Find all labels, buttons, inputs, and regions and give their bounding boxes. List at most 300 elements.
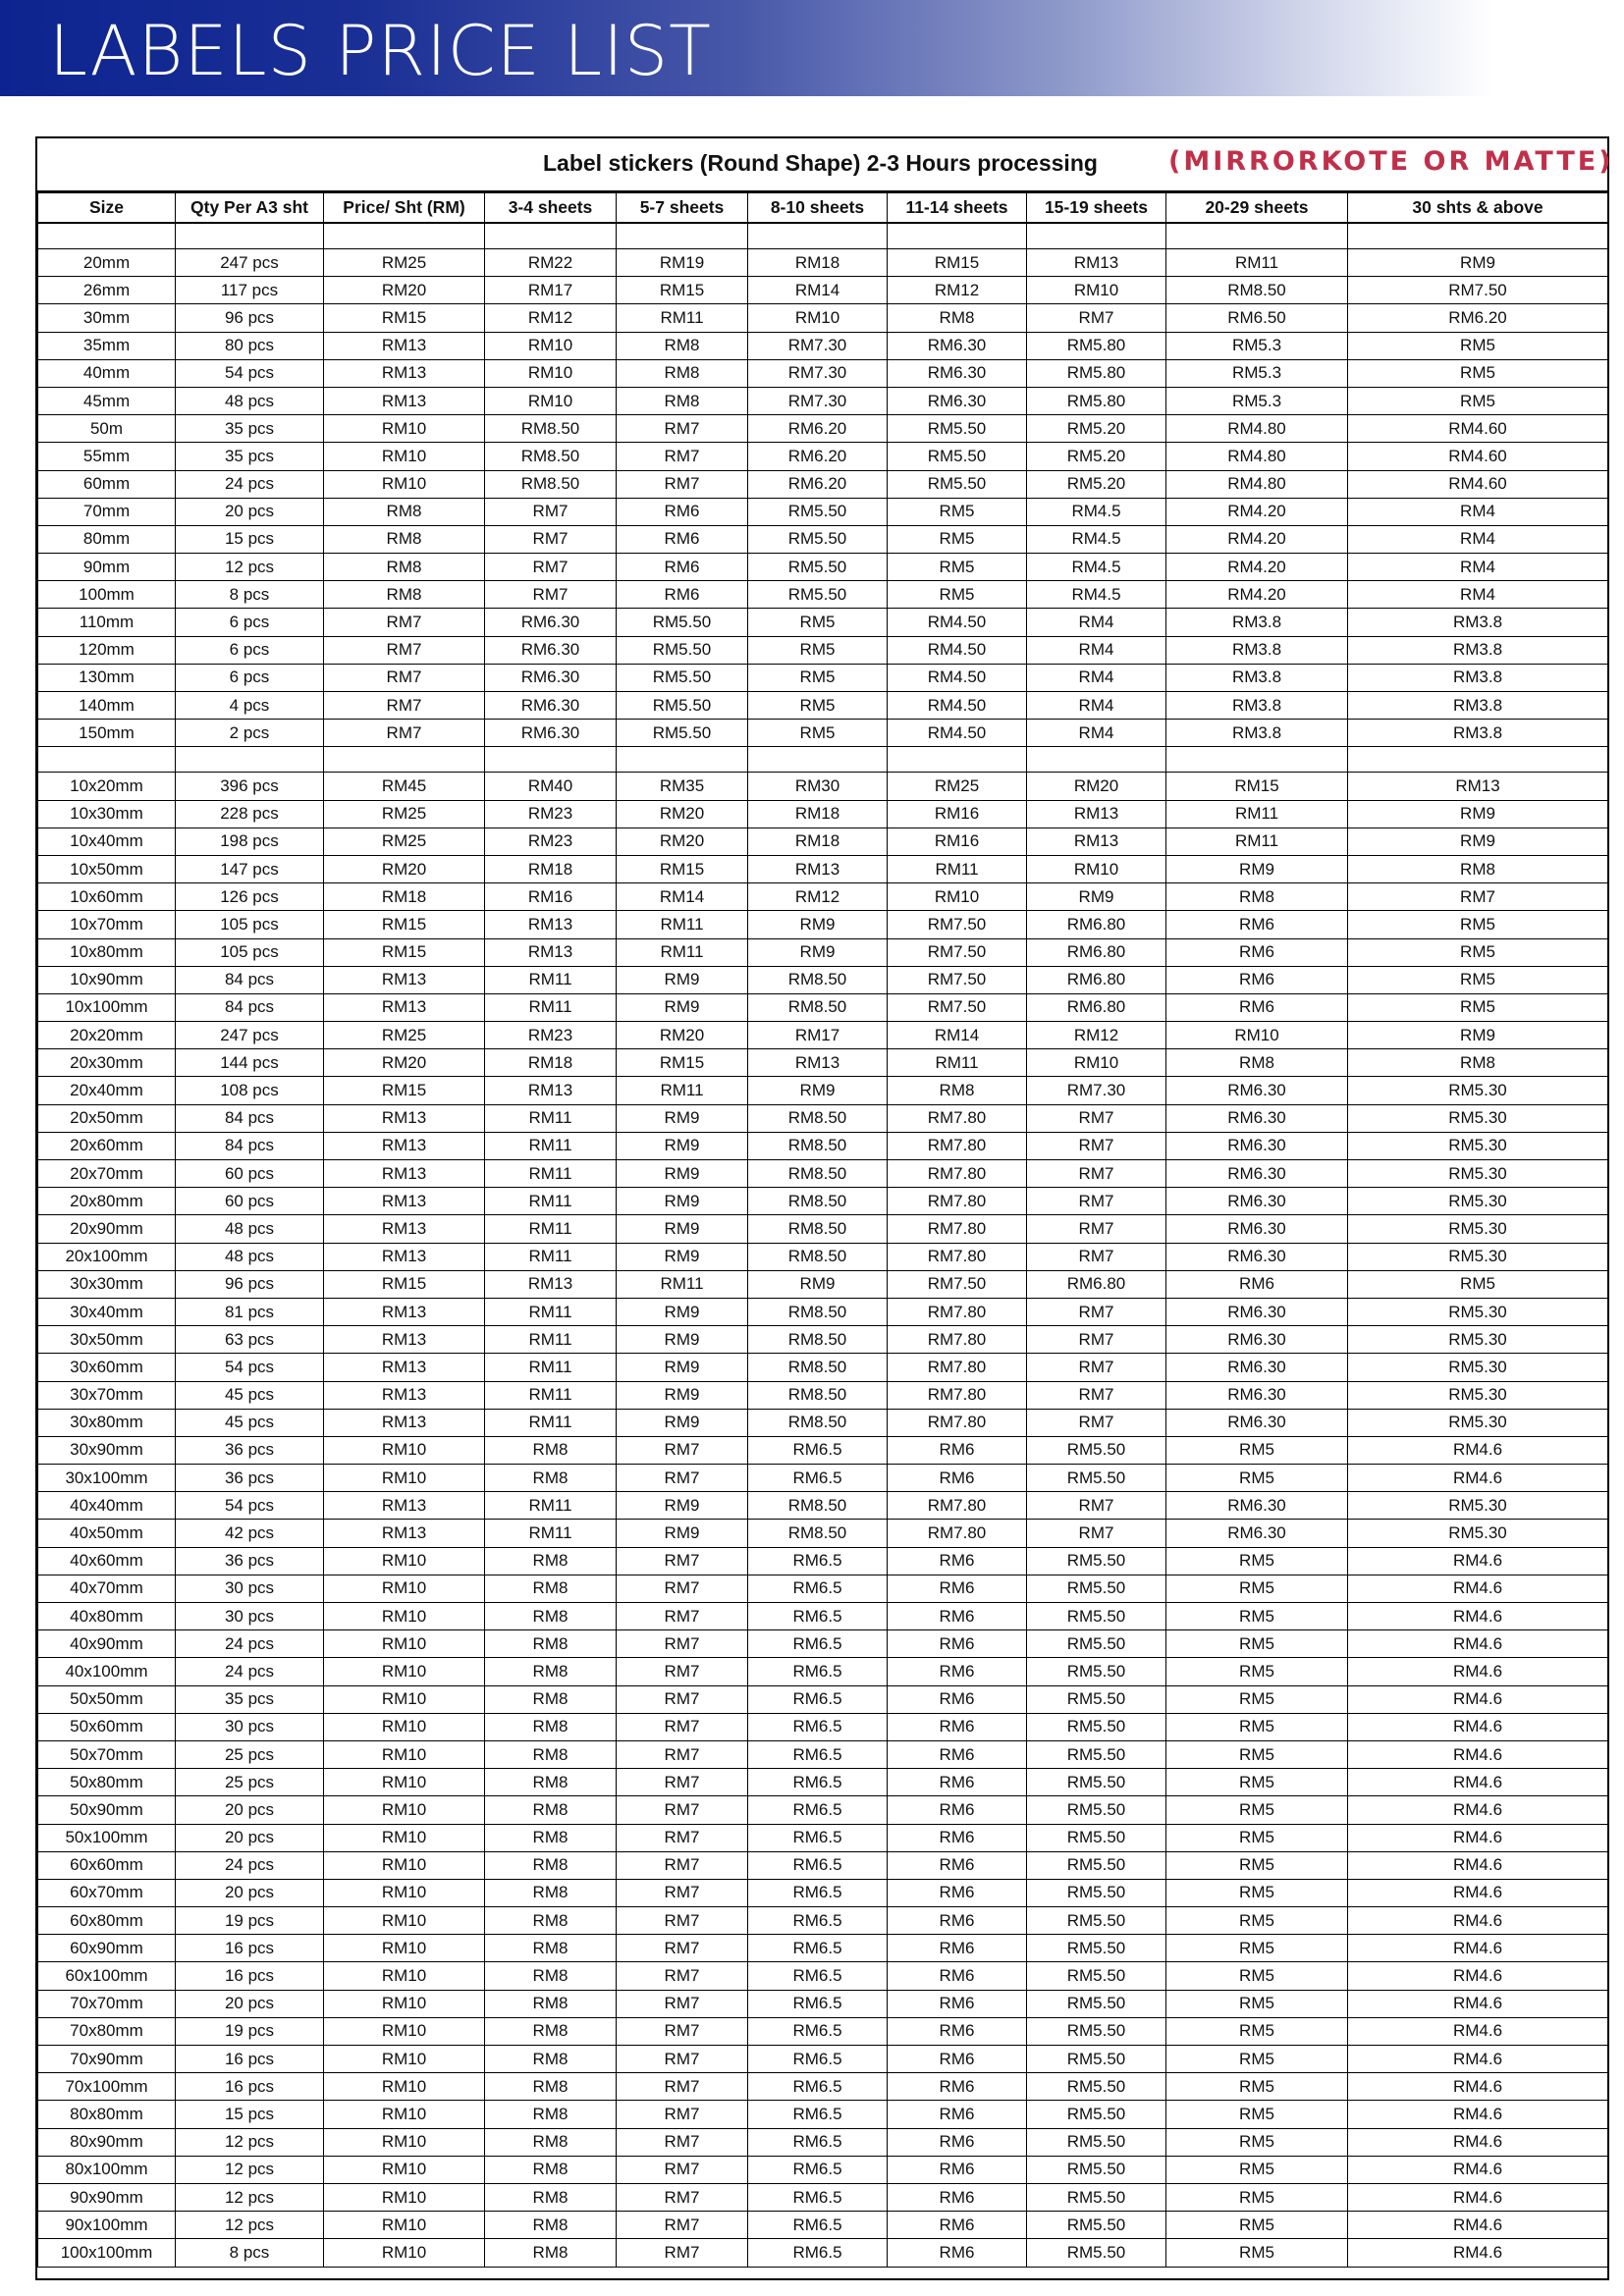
price-cell: RM5.50	[1027, 2046, 1166, 2073]
table-row	[38, 1685, 1608, 1713]
price-cell: RM4.6	[1348, 2046, 1608, 2073]
price-cell: RM7	[617, 1630, 748, 1658]
price-cell: RM7	[617, 2128, 748, 2156]
size-cell: 70x70mm	[38, 1990, 176, 2017]
price-cell: RM6.30	[1166, 1188, 1348, 1215]
table-row	[38, 1436, 1608, 1464]
price-cell: RM8.50	[748, 1520, 888, 1547]
table-row	[38, 498, 1608, 525]
table-row	[38, 609, 1608, 636]
price-cell: RM6.5	[748, 1990, 888, 2017]
col-header-15-19-sheets: 15-19 sheets	[1027, 193, 1166, 224]
price-cell: RM11	[485, 1409, 617, 1436]
price-cell: RM13	[324, 1520, 485, 1547]
table-title: Label stickers (Round Shape) 2-3 Hours processing	[543, 150, 1098, 176]
price-cell: RM5.50	[1027, 1824, 1166, 1851]
table-row	[38, 1354, 1608, 1381]
price-cell: RM7	[1027, 1243, 1166, 1270]
size-cell: 70x80mm	[38, 2017, 176, 2045]
price-cell: RM4.60	[1348, 470, 1608, 498]
size-cell: 20x70mm	[38, 1160, 176, 1188]
price-cell: RM9	[1166, 855, 1348, 882]
price-cell: RM15	[888, 249, 1027, 277]
price-cell: RM5	[1166, 1547, 1348, 1575]
price-cell: RM6.20	[1348, 304, 1608, 332]
qty-cell: 20 pcs	[176, 1879, 324, 1906]
price-cell: RM6	[888, 1851, 1027, 1879]
price-cell: RM6.5	[748, 1436, 888, 1464]
price-cell: RM15	[617, 855, 748, 882]
price-cell: RM9	[617, 1354, 748, 1381]
table-row	[38, 1049, 1608, 1077]
price-cell: RM7	[1027, 1215, 1166, 1243]
table-row	[38, 911, 1608, 938]
price-cell: RM5.50	[1027, 1603, 1166, 1630]
size-cell: 20mm	[38, 249, 176, 277]
size-cell: 60mm	[38, 470, 176, 498]
price-cell: RM18	[485, 1049, 617, 1077]
price-cell: RM8.50	[748, 1104, 888, 1132]
price-cell: RM5.3	[1166, 332, 1348, 359]
price-cell: RM6	[617, 525, 748, 553]
price-cell: RM5.30	[1348, 1215, 1608, 1243]
price-cell: RM5	[1166, 1907, 1348, 1935]
price-cell: RM5	[888, 498, 1027, 525]
table-row	[38, 1077, 1608, 1104]
price-cell: RM10	[1027, 855, 1166, 882]
price-cell: RM7	[617, 1575, 748, 1602]
price-cell: RM7.50	[888, 1270, 1027, 1298]
price-cell: RM6	[1166, 966, 1348, 993]
table-row	[38, 1298, 1608, 1325]
size-cell: 40x40mm	[38, 1492, 176, 1520]
table-row	[38, 1630, 1608, 1658]
price-cell: RM7	[617, 1547, 748, 1575]
price-cell: RM10	[324, 1824, 485, 1851]
price-cell: RM15	[617, 1049, 748, 1077]
price-cell: RM5.50	[888, 443, 1027, 470]
price-cell: RM8.50	[748, 1409, 888, 1436]
price-cell: RM7	[1027, 1326, 1166, 1354]
price-cell: RM13	[324, 1492, 485, 1520]
price-cell: RM13	[748, 855, 888, 882]
qty-cell: 228 pcs	[176, 800, 324, 828]
price-cell: RM5	[748, 720, 888, 747]
qty-cell: 25 pcs	[176, 1769, 324, 1796]
qty-cell: 84 pcs	[176, 1104, 324, 1132]
price-cell: RM5	[748, 609, 888, 636]
price-cell: RM6.80	[1027, 993, 1166, 1021]
table-row	[38, 387, 1608, 414]
price-cell: RM6	[888, 2183, 1027, 2211]
spacer-cell	[1348, 223, 1608, 249]
table-row	[38, 1575, 1608, 1602]
size-cell: 110mm	[38, 609, 176, 636]
qty-cell: 30 pcs	[176, 1603, 324, 1630]
price-cell: RM8	[485, 1465, 617, 1492]
price-cell: RM6	[888, 1769, 1027, 1796]
qty-cell: 108 pcs	[176, 1077, 324, 1104]
price-cell: RM7	[617, 1879, 748, 1906]
price-cell: RM5	[1348, 1270, 1608, 1298]
size-cell: 60x60mm	[38, 1851, 176, 1879]
price-cell: RM5.50	[1027, 1713, 1166, 1740]
price-cell: RM6	[888, 1824, 1027, 1851]
spacer-cell	[617, 747, 748, 773]
col-header-8-10-sheets: 8-10 sheets	[748, 193, 888, 224]
price-cell: RM7	[617, 470, 748, 498]
size-cell: 60x80mm	[38, 1907, 176, 1935]
price-cell: RM6.20	[748, 470, 888, 498]
price-cell: RM7.50	[888, 938, 1027, 966]
price-cell: RM7	[617, 1658, 748, 1685]
price-cell: RM6.5	[748, 1962, 888, 1990]
price-cell: RM10	[324, 1713, 485, 1740]
price-cell: RM7.80	[888, 1298, 1027, 1325]
price-cell: RM16	[485, 883, 617, 911]
size-cell: 30x100mm	[38, 1465, 176, 1492]
price-cell: RM6.5	[748, 1796, 888, 1824]
price-cell: RM20	[617, 1022, 748, 1049]
size-cell: 30x70mm	[38, 1381, 176, 1409]
qty-cell: 35 pcs	[176, 415, 324, 443]
price-cell: RM5	[748, 664, 888, 691]
table-row	[38, 2046, 1608, 2073]
spacer-cell	[617, 223, 748, 249]
table-row	[38, 1990, 1608, 2017]
table-row	[38, 636, 1608, 664]
price-cell: RM9	[1348, 249, 1608, 277]
price-cell: RM3.8	[1166, 636, 1348, 664]
price-cell: RM5.30	[1348, 1354, 1608, 1381]
price-cell: RM3.8	[1348, 720, 1608, 747]
price-cell: RM6.30	[1166, 1298, 1348, 1325]
price-cell: RM6	[888, 1436, 1027, 1464]
price-cell: RM8	[485, 2183, 617, 2211]
size-cell: 20x60mm	[38, 1132, 176, 1159]
price-cell: RM6	[888, 1575, 1027, 1602]
price-cell: RM13	[324, 1104, 485, 1132]
price-cell: RM10	[1166, 1022, 1348, 1049]
size-cell: 80x100mm	[38, 2156, 176, 2183]
price-cell: RM7	[324, 636, 485, 664]
price-cell: RM5.50	[748, 525, 888, 553]
price-cell: RM5.30	[1348, 1492, 1608, 1520]
spacer-row	[38, 223, 1608, 249]
price-cell: RM10	[324, 2046, 485, 2073]
price-cell: RM7	[1027, 1298, 1166, 1325]
price-cell: RM6.50	[1166, 304, 1348, 332]
price-cell: RM4.6	[1348, 1658, 1608, 1685]
price-cell: RM13	[324, 1215, 485, 1243]
price-cell: RM5.30	[1348, 1132, 1608, 1159]
price-cell: RM7	[617, 2183, 748, 2211]
size-cell: 45mm	[38, 387, 176, 414]
price-cell: RM4.6	[1348, 1685, 1608, 1713]
price-cell: RM10	[485, 387, 617, 414]
price-cell: RM7	[617, 2073, 748, 2101]
price-cell: RM23	[485, 828, 617, 855]
spacer-cell	[748, 747, 888, 773]
price-cell: RM10	[324, 2017, 485, 2045]
price-cell: RM6.30	[888, 332, 1027, 359]
price-cell: RM5	[1166, 2212, 1348, 2239]
price-cell: RM5.50	[1027, 1796, 1166, 1824]
price-cell: RM7	[617, 1436, 748, 1464]
price-cell: RM6	[888, 2046, 1027, 2073]
price-cell: RM8.50	[1166, 277, 1348, 304]
size-cell: 10x30mm	[38, 800, 176, 828]
price-cell: RM17	[485, 277, 617, 304]
price-cell: RM4.6	[1348, 1436, 1608, 1464]
price-cell: RM11	[1166, 249, 1348, 277]
size-cell: 30x60mm	[38, 1354, 176, 1381]
price-cell: RM6	[1166, 911, 1348, 938]
price-cell: RM5.3	[1166, 387, 1348, 414]
price-cell: RM5.50	[617, 636, 748, 664]
price-cell: RM4.6	[1348, 1879, 1608, 1906]
price-cell: RM9	[617, 1298, 748, 1325]
price-cell: RM5	[1166, 1824, 1348, 1851]
table-row	[38, 2183, 1608, 2211]
price-cell: RM6	[888, 1740, 1027, 1768]
table-row	[38, 1603, 1608, 1630]
table-row	[38, 1851, 1608, 1879]
table-row	[38, 1381, 1608, 1409]
qty-cell: 45 pcs	[176, 1409, 324, 1436]
price-cell: RM5	[1166, 1685, 1348, 1713]
table-row	[38, 1879, 1608, 1906]
price-cell: RM7.30	[748, 387, 888, 414]
table-row	[38, 2212, 1608, 2239]
price-cell: RM6.30	[1166, 1354, 1348, 1381]
price-cell: RM8.50	[748, 1215, 888, 1243]
price-cell: RM6	[888, 2212, 1027, 2239]
price-cell: RM13	[485, 911, 617, 938]
price-cell: RM6.5	[748, 1879, 888, 1906]
price-cell: RM8	[485, 2046, 617, 2073]
size-cell: 50x90mm	[38, 1796, 176, 1824]
price-cell: RM10	[324, 2212, 485, 2239]
price-cell: RM10	[748, 304, 888, 332]
price-cell: RM5	[1166, 2101, 1348, 2128]
size-cell: 130mm	[38, 664, 176, 691]
price-cell: RM8	[485, 1769, 617, 1796]
size-cell: 40x50mm	[38, 1520, 176, 1547]
size-cell: 80mm	[38, 525, 176, 553]
price-cell: RM5	[1348, 966, 1608, 993]
price-cell: RM8.50	[748, 966, 888, 993]
price-cell: RM6	[1166, 1270, 1348, 1298]
price-cell: RM5.50	[888, 470, 1027, 498]
price-cell: RM8	[1348, 1049, 1608, 1077]
price-cell: RM4	[1348, 554, 1608, 581]
price-cell: RM11	[1166, 800, 1348, 828]
price-cell: RM5.50	[1027, 1575, 1166, 1602]
price-cell: RM3.8	[1166, 664, 1348, 691]
price-cell: RM5	[1166, 1879, 1348, 1906]
price-cell: RM5.20	[1027, 443, 1166, 470]
size-cell: 26mm	[38, 277, 176, 304]
price-cell: RM14	[617, 883, 748, 911]
price-cell: RM5	[1166, 1962, 1348, 1990]
price-cell: RM8	[485, 1658, 617, 1685]
price-cell: RM5.50	[617, 720, 748, 747]
size-cell: 40x60mm	[38, 1547, 176, 1575]
price-cell: RM3.8	[1166, 720, 1348, 747]
price-cell: RM8	[485, 1824, 617, 1851]
material-tag: (MIRRORKOTE OR MATTE)	[1168, 146, 1614, 177]
price-cell: RM7	[617, 1740, 748, 1768]
price-cell: RM4.50	[888, 636, 1027, 664]
price-cell: RM16	[888, 800, 1027, 828]
price-cell: RM3.8	[1348, 609, 1608, 636]
price-cell: RM4.6	[1348, 1575, 1608, 1602]
price-cell: RM15	[324, 938, 485, 966]
price-cell: RM5	[1166, 2128, 1348, 2156]
qty-cell: 54 pcs	[176, 1492, 324, 1520]
spacer-cell	[324, 747, 485, 773]
spacer-cell	[485, 747, 617, 773]
price-cell: RM20	[324, 855, 485, 882]
size-cell: 50x100mm	[38, 1824, 176, 1851]
price-cell: RM9	[617, 1104, 748, 1132]
qty-cell: 19 pcs	[176, 2017, 324, 2045]
price-cell: RM6.5	[748, 1658, 888, 1685]
price-cell: RM6.5	[748, 1740, 888, 1768]
price-cell: RM6.30	[485, 692, 617, 720]
price-cell: RM7	[485, 581, 617, 609]
price-cell: RM5	[1166, 2239, 1348, 2267]
price-cell: RM8	[485, 1879, 617, 1906]
table-row	[38, 2128, 1608, 2156]
price-cell: RM10	[324, 1769, 485, 1796]
price-cell: RM18	[748, 828, 888, 855]
price-cell: RM10	[324, 1740, 485, 1768]
price-cell: RM5.50	[1027, 1436, 1166, 1464]
col-header-5-7-sheets: 5-7 sheets	[617, 193, 748, 224]
price-cell: RM5	[1348, 387, 1608, 414]
price-cell: RM11	[485, 1132, 617, 1159]
price-cell: RM5	[1166, 1796, 1348, 1824]
price-cell: RM8	[485, 1713, 617, 1740]
qty-cell: 105 pcs	[176, 938, 324, 966]
price-cell: RM5.50	[748, 581, 888, 609]
price-cell: RM10	[888, 883, 1027, 911]
price-cell: RM18	[748, 800, 888, 828]
price-cell: RM6	[888, 2156, 1027, 2183]
price-cell: RM6	[888, 1879, 1027, 1906]
price-cell: RM8	[485, 1962, 617, 1990]
price-cell: RM8	[485, 2156, 617, 2183]
price-cell: RM4.6	[1348, 2156, 1608, 2183]
price-cell: RM11	[485, 966, 617, 993]
price-cell: RM10	[324, 470, 485, 498]
price-cell: RM5.30	[1348, 1298, 1608, 1325]
qty-cell: 63 pcs	[176, 1326, 324, 1354]
table-row	[38, 1326, 1608, 1354]
price-cell: RM6.30	[1166, 1243, 1348, 1270]
price-cell: RM3.8	[1348, 692, 1608, 720]
col-header-11-14-sheets: 11-14 sheets	[888, 193, 1027, 224]
qty-cell: 144 pcs	[176, 1049, 324, 1077]
col-header-20-29-sheets: 20-29 sheets	[1166, 193, 1348, 224]
table-row	[38, 773, 1608, 800]
size-cell: 70x100mm	[38, 2073, 176, 2101]
price-cell: RM15	[617, 277, 748, 304]
price-cell: RM4.6	[1348, 1935, 1608, 1962]
price-cell: RM6	[888, 1658, 1027, 1685]
price-cell: RM11	[485, 1215, 617, 1243]
col-header-3-4-sheets: 3-4 sheets	[485, 193, 617, 224]
price-cell: RM9	[1027, 883, 1166, 911]
spacer-cell	[748, 223, 888, 249]
page-title: LABELS PRICE LIST	[49, 11, 712, 91]
price-cell: RM9	[617, 1326, 748, 1354]
price-cell: RM6.20	[748, 443, 888, 470]
table-row	[38, 993, 1608, 1021]
price-cell: RM19	[617, 249, 748, 277]
spacer-cell	[1027, 747, 1166, 773]
size-cell: 30x80mm	[38, 1409, 176, 1436]
price-cell: RM10	[324, 1907, 485, 1935]
price-cell: RM6.5	[748, 2128, 888, 2156]
price-cell: RM6	[888, 1547, 1027, 1575]
size-cell: 10x50mm	[38, 855, 176, 882]
price-cell: RM7	[617, 1465, 748, 1492]
price-cell: RM8.50	[748, 1354, 888, 1381]
price-cell: RM14	[748, 277, 888, 304]
price-cell: RM5.50	[1027, 1769, 1166, 1796]
size-cell: 30x40mm	[38, 1298, 176, 1325]
qty-cell: 54 pcs	[176, 359, 324, 387]
price-cell: RM5.80	[1027, 332, 1166, 359]
price-cell: RM5.50	[1027, 1990, 1166, 2017]
price-cell: RM6	[888, 1603, 1027, 1630]
price-cell: RM7	[1027, 1104, 1166, 1132]
price-cell: RM13	[324, 1298, 485, 1325]
price-cell: RM3.8	[1166, 692, 1348, 720]
price-cell: RM7	[1027, 1354, 1166, 1381]
price-cell: RM8	[888, 304, 1027, 332]
price-cell: RM5.50	[617, 664, 748, 691]
price-cell: RM7.50	[888, 966, 1027, 993]
qty-cell: 25 pcs	[176, 1740, 324, 1768]
price-cell: RM8	[485, 2017, 617, 2045]
price-cell: RM6.5	[748, 2239, 888, 2267]
qty-cell: 36 pcs	[176, 1465, 324, 1492]
price-cell: RM5.50	[1027, 1879, 1166, 1906]
size-cell: 40mm	[38, 359, 176, 387]
price-cell: RM7	[617, 2017, 748, 2045]
price-cell: RM4.80	[1166, 443, 1348, 470]
price-cell: RM6.30	[485, 720, 617, 747]
price-cell: RM7.30	[748, 359, 888, 387]
price-cell: RM8	[888, 1077, 1027, 1104]
table-row	[38, 828, 1608, 855]
price-cell: RM6	[617, 581, 748, 609]
table-row	[38, 581, 1608, 609]
price-cell: RM8	[485, 1436, 617, 1464]
price-cell: RM5.30	[1348, 1188, 1608, 1215]
price-cell: RM11	[485, 1243, 617, 1270]
price-cell: RM4.6	[1348, 1630, 1608, 1658]
price-cell: RM11	[485, 1354, 617, 1381]
price-cell: RM4	[1348, 498, 1608, 525]
table-row	[38, 2156, 1608, 2183]
price-cell: RM4.5	[1027, 554, 1166, 581]
table-header-row	[38, 193, 1608, 224]
